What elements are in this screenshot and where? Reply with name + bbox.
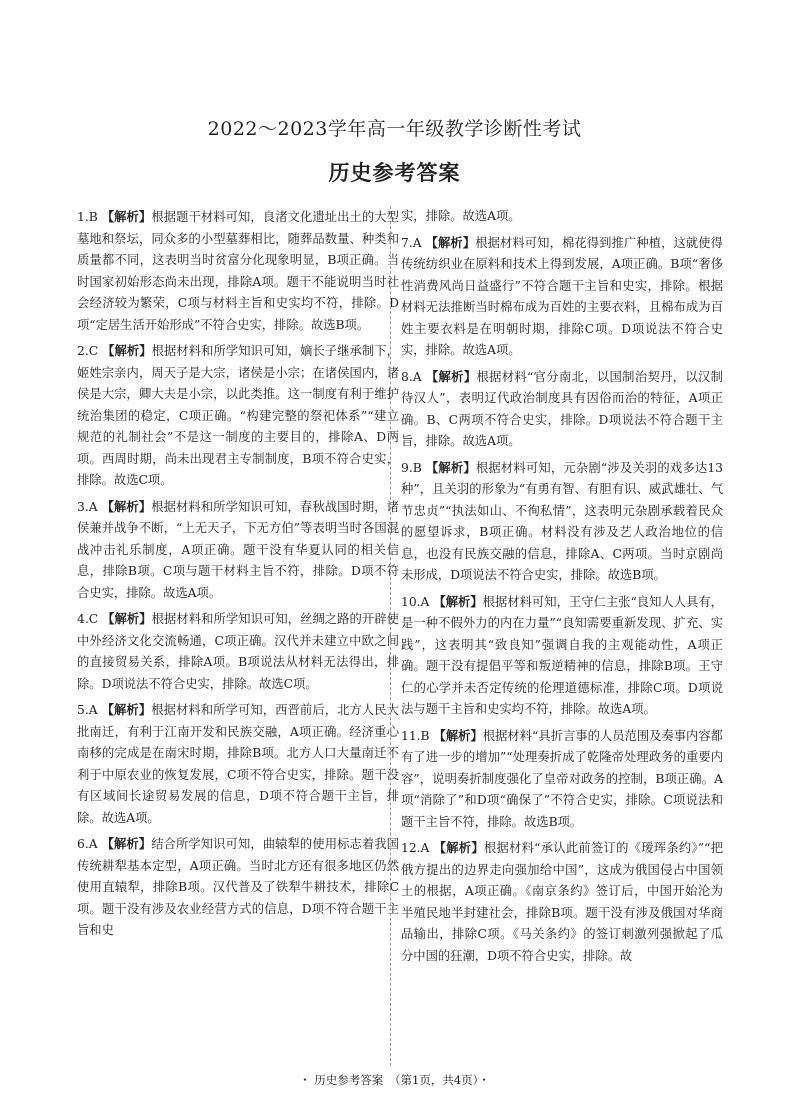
left-column bbox=[77, 206, 399, 946]
answer-key-heading: 历史参考答案 bbox=[328, 160, 461, 185]
answer-number: 8.A bbox=[401, 369, 422, 384]
answer-text: 根据材料可知，棉花得到推广种植，这就使得传统纺织业在原料和技术上得到发展，A项正确。B项“奢侈性消费风尚日益盛行”不符合题干主旨和史实，排除。根据材料无法推断当时棉布成为百姓的主要衣料，且棉布成为百姓主要衣料是在明朝时期，排除C项。D项说法不符合史实，排除。故选A项。 bbox=[401, 235, 723, 357]
answer-item-5 bbox=[77, 699, 399, 829]
analysis-tag: 【解析】 bbox=[101, 836, 152, 851]
answer-number: 9.B bbox=[401, 460, 422, 475]
answer-number: 2.C bbox=[77, 344, 99, 358]
answer-item-6 bbox=[77, 833, 399, 942]
analysis-tag: 【解析】 bbox=[433, 840, 484, 855]
answer-number: 3.A bbox=[77, 499, 98, 514]
exam-title: 2022～2023学年高一年级教学诊断性考试 bbox=[207, 118, 582, 140]
answer-text: 根据材料和所学知识可知，春秋战国时期，诸侯兼并战争不断，“上无天子，下无方伯”等表明当时各国混战冲击礼乐制度，A项正确。题干没有华夏认同的相关信息，排除B项。C项与题干材料主旨不符，排除。D项不符合史实，排除。故选A项。 bbox=[77, 499, 399, 600]
analysis-tag: 【解析】 bbox=[102, 611, 152, 626]
analysis-tag: 【解析】 bbox=[433, 727, 483, 743]
answer-item-11 bbox=[401, 725, 723, 834]
answer-text: 根据材料“具折言事的人员范围及奏事内容都有了进一步的增加”“处理奏折成了乾隆帝处理政务的重要内容”，说明奏折制度强化了皇帝对政务的控制，B项正确。A项“消除了”和D项“确保了”不符合史实，排除。C项说法和题干主旨不符，排除。故选B项。 bbox=[401, 728, 723, 829]
answer-text: 实，排除。故选A项。 bbox=[401, 209, 521, 223]
answer-item-4 bbox=[77, 608, 399, 695]
answer-text: 根据材料和所学知识可知，嫡长子继承制下，姬姓宗亲内，周天子是大宗，诸侯是小宗；在诸侯国内，诸侯是大宗，卿大夫是小宗，以此类推。这一制度有利于维护统治集团的稳定，C项正确。“构建完整的祭祀体系”“建立规范的礼制社会”不是这一制度的主要目的，排除A、D两项。西周时期，尚未出现君主专制制度，B项不符合史实，排除。故选C项。 bbox=[77, 344, 399, 487]
answer-number: 7.A bbox=[401, 235, 422, 250]
answer-text: 根据材料可知，元杂剧“涉及关羽的戏多达13种”，且关羽的形象为“有勇有智、有胆有识、威武雄壮、气节忠贞”“执法如山、不徇私情”，这表明元杂剧承载着民众的愿望诉求，B项正确。材料没有涉及艺人政治地位的信息，也没有民族交融的信息，排除A、C两项。当时京剧尚未形成，D项说法不符合史实，排除。故选B项。 bbox=[401, 460, 723, 582]
answer-number: 6.A bbox=[77, 837, 98, 851]
analysis-tag: 【解析】 bbox=[425, 234, 476, 250]
answer-item-12 bbox=[401, 837, 723, 967]
column-divider bbox=[390, 206, 391, 1066]
analysis-tag: 【解析】 bbox=[425, 368, 477, 384]
answer-text: 根据材料“官分南北，以国制治契丹，以汉制待汉人”，表明辽代政治制度具有因俗而治的特征，A项正确。B、C两项不符合史实，排除。D项说法不符合题干主旨，排除。故选A项。 bbox=[401, 369, 723, 448]
analysis-tag: 【解析】 bbox=[102, 343, 152, 358]
answer-item-6-continued bbox=[401, 206, 723, 228]
analysis-tag: 【解析】 bbox=[101, 498, 152, 514]
analysis-tag: 【解析】 bbox=[101, 702, 152, 717]
analysis-tag: 【解析】 bbox=[101, 209, 152, 224]
analysis-tag: 【解析】 bbox=[425, 459, 476, 475]
answer-number: 1.B bbox=[77, 210, 98, 224]
answer-text: 根据材料“承认此前签订的《瑷珲条约》”“把俄方提出的边界走向强加给中国”，这成为俄国侵占中国领土的根据，A项正确。《南京条约》签订后，中国开始沦为半殖民地半封建社会，排除B项。题干没有涉及俄国对华商品输出，排除C项。《马关条约》的签订刺激列强掀起了瓜分中国的狂潮，D项不符合史实，排除。故 bbox=[401, 841, 723, 963]
answer-item-7 bbox=[401, 232, 723, 362]
answer-item-10 bbox=[401, 591, 723, 721]
answer-text: 结合所学知识可知，曲辕犁的使用标志着我国传统耕犁基本定型，A项正确。当时北方还有很多地区仍然使用直辕犁，排除B项。汉代普及了铁犁牛耕技术，排除C项。题干没有涉及农业经营方式的信息，D项不符合题干主旨和史 bbox=[77, 837, 399, 937]
answer-number: 10.A bbox=[401, 594, 430, 609]
answer-item-1 bbox=[77, 206, 399, 336]
answer-item-3 bbox=[77, 496, 399, 605]
answer-text: 根据材料和所学知识可知，丝绸之路的开辟使中外经济文化交流畅通，C项正确。汉代并未建立中欧之间的直接贸易关系，排除A项。B项说法从材料无法得出，排除。D项说法不符合史实，排除。故选C项。 bbox=[77, 612, 399, 691]
answer-number: 11.B bbox=[401, 728, 430, 743]
answer-number: 12.A bbox=[401, 841, 430, 855]
answer-item-8 bbox=[401, 366, 723, 453]
answer-text: 根据材料可知，王守仁主张“良知人人具有，是一种不假外力的内在力量”“良知需要重新发现、扩充、实践”，这表明其“致良知”强调自我的主观能动性，A项正确。题干没有提倡平等和叛逆精神的信息，排除B项。王守仁的心学并未否定传统的伦理道德标准，排除C项。D项说法与题干主旨和史实均不符，排除。故选A项。 bbox=[401, 594, 723, 716]
page-footer: ・ 历史参考答案 （第1页，共4页）・ bbox=[299, 1073, 490, 1087]
right-column bbox=[401, 206, 723, 971]
answer-item-9 bbox=[401, 457, 723, 587]
analysis-tag: 【解析】 bbox=[433, 593, 483, 609]
answer-text: 根据材料和所学可知，西晋前后，北方人民大批南迁，有利于江南开发和民族交融，A项正确。经济重心南移的完成是在南宋时期，排除B项。北方人口大量南迁不利于中原农业的恢复发展，C项不符合史实，排除。题干没有区域间长途贸易发展的信息，D项不符合题干主旨，排除。故选A项。 bbox=[77, 703, 399, 825]
answer-item-2 bbox=[77, 340, 399, 492]
answer-number: 5.A bbox=[77, 703, 98, 717]
answer-number: 4.C bbox=[77, 612, 99, 626]
answer-text: 根据题干材料可知，良渚文化遗址出土的大型墓地和祭坛，同众多的小型墓葬相比，随葬品数量、种类和质量都不同，这表明当时贫富分化现象明显，B项正确。当时国家初始形态尚未出现，排除A项。题干不能说明当时社会经济较为繁荣，C项与材料主旨和史实均不符，排除。D项“定居生活开始形成”不符合史实，排除。故选B项。 bbox=[77, 210, 399, 332]
